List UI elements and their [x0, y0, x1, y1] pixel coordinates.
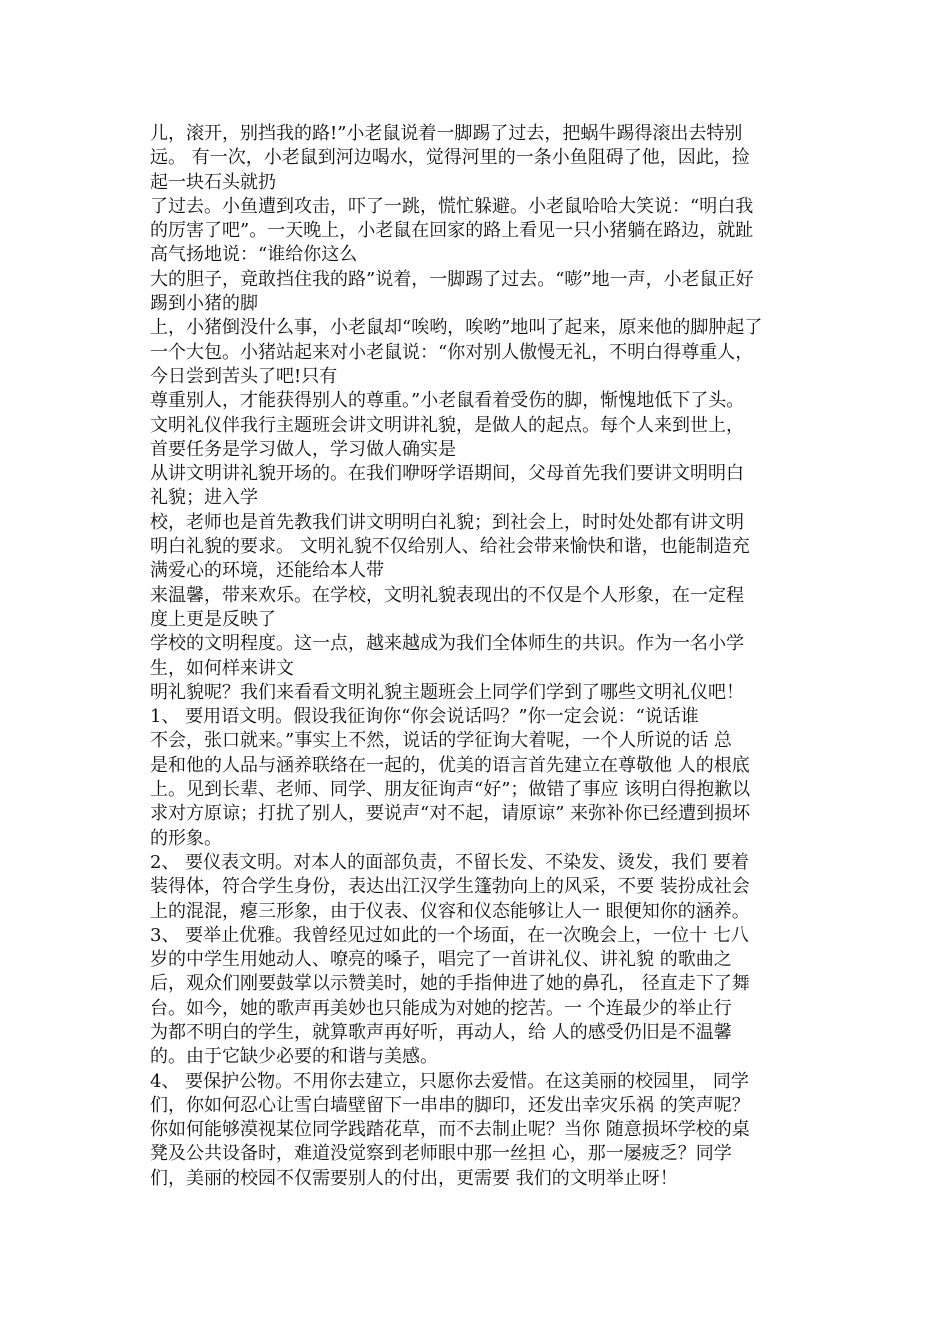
text-line: 的。由于它缺少必要的和谐与美感。: [150, 1046, 438, 1068]
text-line: 你如何能够漠视某位同学践踏花草，而不去制止呢？当你 随意损坏学校的桌: [150, 1119, 750, 1141]
text-line: 明白礼貌的要求。 文明礼貌不仅给别人、给社会带来愉快和谐，也能制造充: [150, 536, 750, 558]
list-item-2-line: 2、 要仪表文明。对本人的面部负责，不留长发、不染发、烫发，我们 要着: [150, 851, 749, 873]
text-line: 高气扬地说：“谁给你这么: [150, 244, 358, 266]
text-line: 首要任务是学习做人，学习做人确实是: [150, 438, 456, 460]
text-line: 的形象。: [150, 827, 222, 849]
list-item-1-line: 1、 要用语文明。假设我征询你“你会说话吗？”你一定会说：“说话谁: [150, 706, 699, 728]
text-line: 求对方原谅；打扰了别人，要说声“对不起，请原谅” 来弥补你已经遭到损坏: [150, 803, 751, 825]
text-line: 装得体，符合学生身份，表达出江汉学生篷勃向上的风采，不要 装扮成社会: [150, 876, 750, 898]
text-line: 上，小猪倒没什么事，小老鼠却“唉哟，唉哟”地叫了起来，原来他的脚肿起了: [150, 317, 763, 339]
text-line: 们，你如何忍心让雪白墙壁留下一串串的脚印，还发出幸灾乐祸 的笑声呢？: [150, 1094, 750, 1116]
text-line: 远。 有一次，小老鼠到河边喝水，觉得河里的一条小鱼阻碍了他，因此，捡: [150, 147, 750, 169]
text-line: 是和他的人品与涵养联络在一起的，优美的语言首先建立在尊敬他 人的根底: [150, 754, 750, 776]
text-line: 的厉害了吧”。一天晚上，小老鼠在回家的路上看见一只小猪躺在路边，就趾: [150, 220, 754, 242]
text-line: 后，观众们刚要鼓掌以示赞美时，她的手指伸进了她的鼻孔， 径直走下了舞: [150, 973, 750, 995]
text-line: 来温馨，带来欢乐。在学校，文明礼貌表现出的不仅是个人形象，在一定程: [150, 584, 744, 606]
document-body: [150, 122, 802, 1191]
text-line: 上的混混，瘪三形象，由于仪表、仪容和仪态能够让人一 眼便知你的涵养。: [150, 900, 750, 922]
list-item-4-line: 4、 要保护公物。不用你去建立，只愿你去爱惜。在这美丽的校园里， 同学: [150, 1070, 749, 1092]
text-line: 校，老师也是首先教我们讲文明明白礼貌；到社会上，时时处处都有讲文明: [150, 511, 744, 533]
list-item-3-line: 3、 要举止优雅。我曾经见过如此的一个场面，在一次晚会上，一位十 七八: [150, 924, 749, 946]
text-line: 明礼貌呢？我们来看看文明礼貌主题班会上同学们学到了哪些文明礼仪吧！: [150, 681, 744, 703]
text-line: 们，美丽的校园不仅需要别人的付出，更需要 我们的文明举止呀！: [150, 1167, 678, 1189]
text-line: 一个大包。小猪站起来对小老鼠说：“你对别人傲慢无礼，不明白得尊重人，: [150, 341, 754, 363]
text-line: 台。如今，她的歌声再美妙也只能成为对她的挖苦。一 个连最少的举止行: [150, 997, 732, 1019]
text-line: 从讲文明讲礼貌开场的。在我们咿呀学语期间，父母首先我们要讲文明明白: [150, 463, 744, 485]
text-line: 岁的中学生用她动人、嘹亮的嗓子，唱完了一首讲礼仪、讲礼貌 的歌曲之: [150, 949, 732, 971]
text-line: 礼貌；进入学: [150, 487, 258, 509]
text-line: 学校的文明程度。这一点，越来越成为我们全体师生的共识。作为一名小学: [150, 633, 744, 655]
text-line: 生，如何样来讲文: [150, 657, 294, 679]
text-line: 起一块石头就扔: [150, 171, 276, 193]
text-line: 了过去。小鱼遭到攻击，吓了一跳，慌忙躲避。小老鼠哈哈大笑说：“明白我: [150, 195, 754, 217]
text-line: 文明礼仪伴我行主题班会讲文明讲礼貌，是做人的起点。每个人来到世上，: [150, 414, 744, 436]
text-line: 满爱心的环境，还能给本人带: [150, 560, 384, 582]
text-line: 为都不明白的学生，就算歌声再好听，再动人，给 人的感受仍旧是不温馨: [150, 1021, 732, 1043]
text-line: 踢到小猪的脚: [150, 293, 258, 315]
text-line: 上。见到长辈、老师、同学、朋友征询声“好”；做错了事应 该明白得抱歉以: [150, 779, 751, 801]
text-line: 儿，滚开，别挡我的路!”小老鼠说着一脚踢了过去，把蜗牛踢得滚出去特别: [150, 123, 743, 144]
text-line: 尊重别人，才能获得别人的尊重。”小老鼠看着受伤的脚，惭愧地低下了头。: [150, 390, 745, 412]
text-line: 今日尝到苦头了吧!只有: [150, 365, 338, 387]
text-line: 凳及公共设备时，难道没觉察到老师眼中那一丝担 心，那一屡疲乏？同学: [150, 1143, 732, 1165]
text-line: 不会，张口就来。”事实上不然，说话的学征询大着呢，一个人所说的话 总: [150, 730, 732, 752]
text-line: 度上更是反映了: [150, 608, 276, 630]
text-line: 大的胆子，竟敢挡住我的路”说着，一脚踢了过去。“嘭”地一声，小老鼠正好: [150, 268, 754, 290]
